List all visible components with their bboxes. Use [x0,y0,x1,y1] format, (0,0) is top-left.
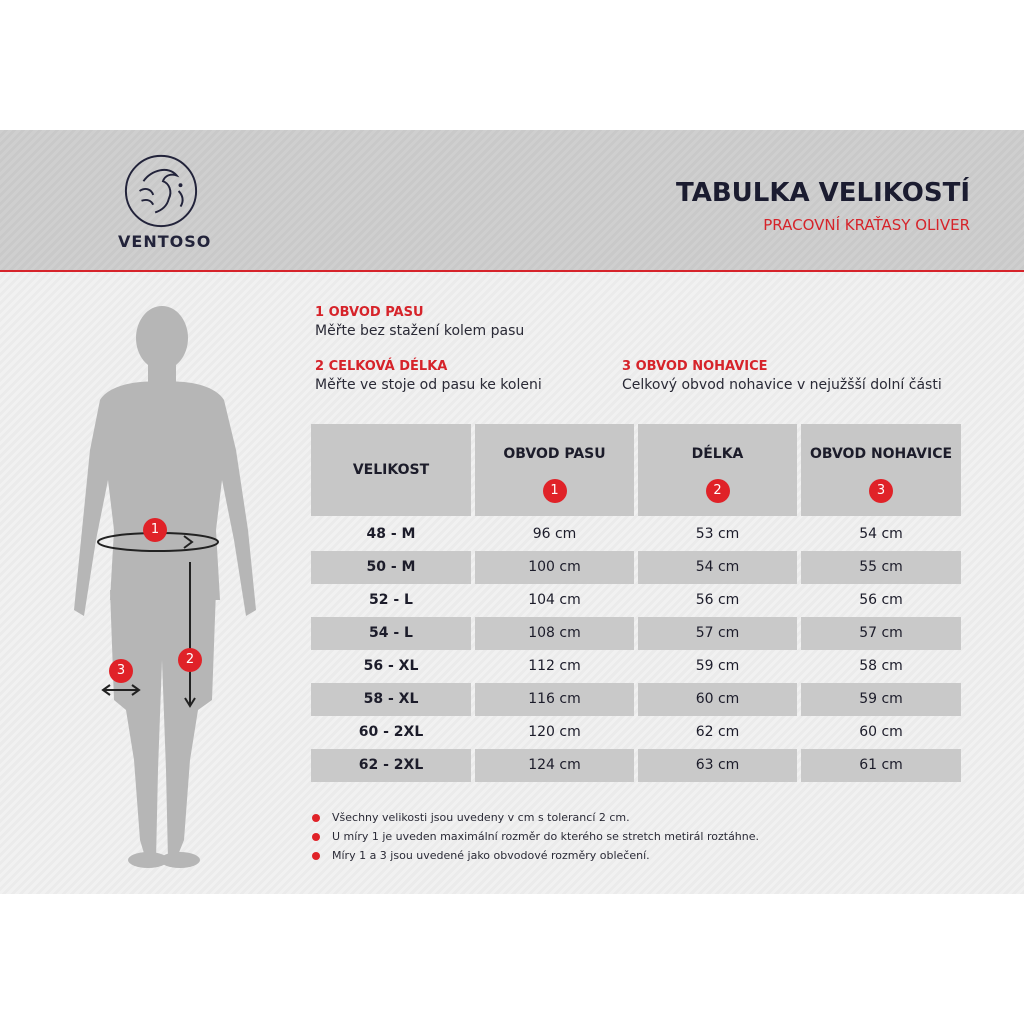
legend-title: 1 OBVOD PASU [315,305,424,320]
column-header-length [638,424,797,516]
size-cell: 50 - M [311,551,471,584]
page-title: TABULKA VELIKOSTÍ [676,178,970,208]
column-header-label: VELIKOST [352,462,430,478]
size-cell: 54 - L [311,617,471,650]
body-silhouette [40,300,300,880]
size-cell: 62 - 2XL [311,749,471,782]
column-header-leg [801,424,961,516]
legend-waist [315,305,524,339]
page-subtitle: PRACOVNÍ KRAŤASY OLIVER [763,216,970,234]
waist-cell: 116 cm [475,683,634,716]
waist-cell: 120 cm [528,724,581,740]
leg-cell: 55 cm [801,551,961,584]
leg-cell: 61 cm [801,749,961,782]
legend-length [315,359,542,393]
leg-cell: 60 cm [859,724,903,740]
table-row [311,518,961,551]
leg-cell: 56 cm [859,592,903,608]
table-row [311,650,961,683]
waist-cell: 112 cm [528,658,581,674]
size-cell: 52 - L [369,592,413,608]
footnote-item [312,810,759,829]
waist-cell: 96 cm [532,526,577,542]
table-row [311,749,961,782]
length-cell: 59 cm [695,658,740,674]
waist-cell: 124 cm [475,749,634,782]
waist-cell: 104 cm [528,592,581,608]
leg-cell: 57 cm [801,617,961,650]
bullet-dot-icon [312,814,320,822]
length-cell: 63 cm [638,749,797,782]
bullet-dot-icon [312,833,320,841]
table-row [311,716,961,749]
leg-cell: 54 cm [859,526,903,542]
length-cell: 57 cm [638,617,797,650]
brand-logo [118,152,212,251]
legend-leg [622,359,942,393]
column-header-label: DÉLKA [691,446,744,462]
length-cell: 53 cm [695,526,740,542]
header-band [0,130,1024,272]
legend-description: Měřte ve stoje od pasu ke koleni [315,377,542,393]
leg-cell: 59 cm [801,683,961,716]
column-header-label: OBVOD PASU [503,446,606,462]
column-header-badge: 1 [543,479,567,503]
footnote-item [312,829,759,848]
length-cell: 56 cm [695,592,740,608]
column-header-label: OBVOD NOHAVICE [809,446,953,462]
waist-cell: 108 cm [475,617,634,650]
legend-title: 3 OBVOD NOHAVICE [622,359,768,374]
column-header-size [311,424,471,516]
size-cell: 48 - M [366,526,416,542]
waist-cell: 100 cm [475,551,634,584]
footnote-text: Všechny velikosti jsou uvedeny v cm s tolerancí 2 cm. [332,811,630,824]
size-cell: 56 - XL [363,658,419,674]
figure-marker-waist: 1 [143,518,167,542]
brand-name: VENTOSO [118,232,212,251]
bullet-dot-icon [312,852,320,860]
length-cell: 60 cm [638,683,797,716]
length-cell: 54 cm [638,551,797,584]
column-header-badge: 2 [706,479,730,503]
table-row [311,617,961,650]
footnotes [312,810,759,867]
table-row [311,551,961,584]
legend-description: Měřte bez stažení kolem pasu [315,323,525,339]
table-row [311,683,961,716]
footnote-text: U míry 1 je uveden maximální rozměr do kterého se stretch metirál roztáhne. [332,830,760,843]
column-header-badge: 3 [869,479,893,503]
wind-face-logo-icon [122,152,200,230]
legend-title: 2 CELKOVÁ DÉLKA [315,359,448,374]
footnote-item [312,848,759,867]
leg-cell: 58 cm [859,658,903,674]
table-row [311,584,961,617]
size-cell: 60 - 2XL [358,724,424,740]
size-cell: 58 - XL [311,683,471,716]
figure-marker-leg: 3 [109,659,133,683]
footnote-text: Míry 1 a 3 jsou uvedené jako obvodové rozměry oblečení. [332,849,650,862]
column-header-waist [475,424,634,516]
legend-description: Celkový obvod nohavice v nejužšší dolní části [622,377,942,393]
figure-marker-length: 2 [178,648,202,672]
length-cell: 62 cm [695,724,740,740]
